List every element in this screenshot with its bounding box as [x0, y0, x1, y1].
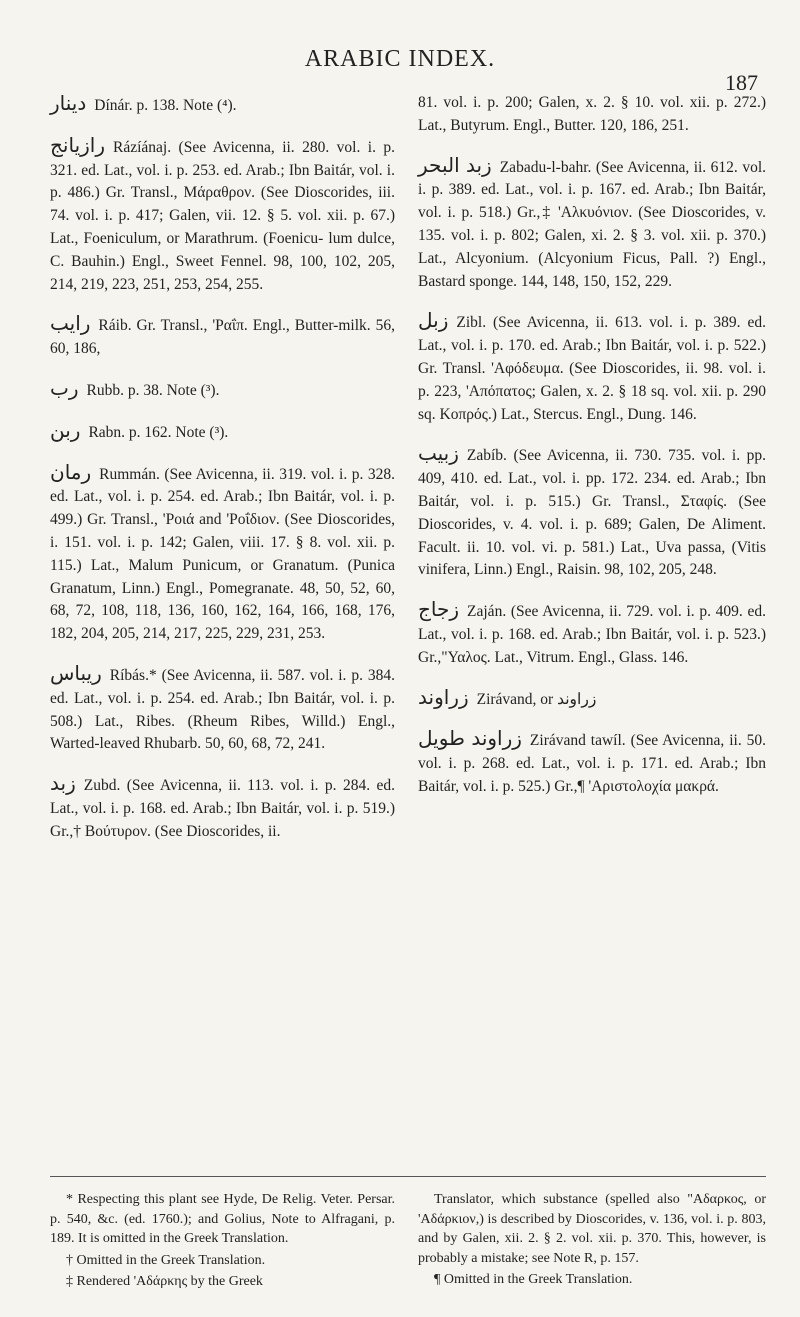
right-column	[418, 92, 766, 815]
footnote-rule	[50, 1176, 766, 1177]
index-entry	[418, 727, 766, 798]
arabic-headword: زبل	[418, 308, 449, 333]
arabic-headword: رايب	[50, 311, 91, 336]
footnote: ¶ Omitted in the Greek Translation.	[434, 1272, 633, 1287]
page-header	[0, 0, 800, 95]
footnotes-left	[50, 1190, 395, 1294]
entry-text: Zirávand tawíl. (See Avicenna, ii. 50. vol. i. p. 268. ed. Lat., vol. i. p. 171. ed. Arab.; Ibn Baitár, vol. i. p. 525.) Gr.,¶ 'Αριστολοχία μακρά.	[418, 732, 766, 795]
entry-text: Zibl. (See Avicenna, ii. 613. vol. i. p. 389. ed. Lat., vol. i. p. 170. ed. Arab.; Ibn Baitár, vol. i. p. 522.) Gr. Transl. 'Αφόδευμα. (See Dioscorides, ii. 98. vol. i. p. 223, 'Απόπατος; Galen, x. 2. § 18 sq. vol. xii. p. 290 sq. Κοπρός.) Lat., Stercus. Engl., Dung. 146.	[418, 314, 766, 423]
entry-text: Ráib. Gr. Transl., 'Ραΐπ. Engl., Butter-milk. 56, 60, 186,	[50, 317, 395, 358]
index-entry	[50, 377, 395, 403]
index-entry	[50, 419, 395, 445]
entry-text: Rabn. p. 162. Note (³).	[88, 423, 229, 441]
entry-text: Zabíb. (See Avicenna, ii. 730. 735. vol. i. pp. 409, 410. ed. Lat., vol. i. pp. 172. 234. ed. Arab.; Ibn Baitár, vol. i. p. 515.) Gr. Transl., Σταφίς. (See Dioscorides, v. 4. vol. i. p. 689; Galen, De Aliment. Facult. ii. 10. vol. vi. p. 581.) Lat., Uva passa, (Vitis vinifera, Linn.) Engl., Raisin. 98, 102, 205, 248.	[418, 447, 766, 579]
index-entry	[50, 134, 395, 297]
entry-text: Rubb. p. 38. Note (³).	[86, 381, 220, 399]
arabic-headword: رب	[50, 375, 79, 400]
index-entry	[50, 461, 395, 646]
arabic-headword: ريباس	[50, 660, 102, 685]
arabic-headword: ربن	[50, 417, 81, 442]
arabic-headword: رازيانج	[50, 132, 106, 157]
page-title: ARABIC INDEX.	[304, 46, 496, 72]
entry-text: Zabadu-l-bahr. (See Avicenna, ii. 612. vol. i. p. 389. ed. Lat., vol. i. p. 167. ed. Arab.; Ibn Baitár, vol. i. p. 518.) Gr.,‡ 'Αλκυόνιον. (See Dioscorides, v. 135. vol. i. p. 802; Galen, xi. 2. § 3. vol. xii. p. 370.) Lat., Alcyonium. (Alcyonium Ficus, Pall. ?) Engl., Bastard sponge. 144, 148, 150, 152, 229.	[418, 158, 766, 290]
arabic-headword: رمان	[50, 459, 92, 484]
index-entry	[418, 686, 766, 712]
index-entry	[418, 598, 766, 669]
index-entry	[50, 772, 395, 843]
arabic-headword: زراوند	[418, 684, 469, 709]
entry-text: Rázíánaj. (See Avicenna, ii. 280. vol. i. p. 321. ed. Lat., vol. i. p. 253. ed. Arab.; Ibn Baitár, vol. i. p. 486.) Gr. Transl., Μάραθρον. (See Dioscorides, iii. 74. vol. i. p. 417; Galen, vii. 12. § 5. vol. xii. p. 67.) Lat., Foeniculum, or Marathrum. (Foenicu- lum dulce, C. Bauhin.) Engl., Sweet Fennel. 98, 100, 102, 205, 214, 219, 223, 251, 253, 254, 255.	[50, 138, 395, 293]
arabic-headword: زجاج	[418, 597, 460, 622]
entry-text: Rummán. (See Avicenna, ii. 319. vol. i. p. 328. ed. Lat., vol. i. p. 254. ed. Arab.; Ibn Baitár, vol. i. p. 499.) Gr. Transl., 'Ροιά and 'Ροΐδιον. (See Dioscorides, i. 151. vol. i. p. 142; Galen, viii. 17. § 8. vol. xii. p. 115.) Lat., Malum Punicum, or Granatum. (Punica Granatum, Linn.) Engl., Pomegranate. 48, 50, 52, 60, 68, 72, 108, 118, 136, 160, 162, 164, 166, 168, 176, 182, 204, 205, 214, 217, 225, 229, 231, 253.	[50, 465, 395, 643]
index-entry	[418, 309, 766, 426]
index-entry	[418, 92, 766, 138]
page-number: 187	[725, 70, 758, 95]
index-entry	[418, 442, 766, 582]
entry-text: Ríbás.* (See Avicenna, ii. 587. vol. i. p. 384. ed. Lat., vol. i. p. 254. ed. Arab.; Ibn Baitár, vol. i. p. 508.) Lat., Ribes. (Rheum Ribes, Willd.) Engl., Warted-leaved Rhubarb. 50, 60, 68, 72, 241.	[50, 666, 395, 753]
footnote: † Omitted in the Greek Translation.	[66, 1252, 266, 1268]
footnote: * Respecting this plant see Hyde, De Relig. Veter. Persar. p. 540, &c. (ed. 1760.); and Golius, Note to Alfragani, p. 189. It is omitted in the Greek Translation.	[50, 1192, 395, 1246]
entry-text: Dínár. p. 138. Note (⁴).	[94, 97, 237, 114]
arabic-headword: زبد البحر	[418, 152, 492, 177]
index-entry	[50, 92, 395, 118]
arabic-headword: دينار	[50, 91, 87, 115]
left-column	[50, 92, 395, 860]
footnote: Translator, which substance (spelled also "Αδαρκος, or 'Αδάρκιον,) is described by Dioscorides, v. 136, vol. i. p. 803, and by Galen, xii. 2. § 2. vol. xii. p. 370. This, however, is probably a mistake; see Note R, p. 157.	[418, 1192, 766, 1266]
entry-text: Zirávand, or زراوند	[476, 690, 597, 708]
index-entry	[50, 312, 395, 361]
arabic-headword: زراوند طويل	[418, 726, 522, 751]
footnote: ‡ Rendered 'Αδάρκης by the Greek	[66, 1274, 263, 1289]
index-entry	[418, 154, 766, 294]
footnotes-right	[418, 1190, 766, 1292]
index-entry	[50, 662, 395, 756]
entry-text: 81. vol. i. p. 200; Galen, x. 2. § 10. vol. xii. p. 272.) Lat., Butyrum. Engl., Butter. 120, 186, 251.	[418, 94, 766, 134]
arabic-headword: زبيب	[418, 441, 459, 466]
entry-text: Zaján. (See Avicenna, ii. 729. vol. i. p. 409. ed. Lat., vol. i. p. 168. ed. Arab.; Ibn Baitár, vol. i. p. 523.) Gr.,"Υαλος. Lat., Vitrum. Engl., Glass. 146.	[418, 603, 766, 666]
arabic-headword: زبد	[50, 771, 76, 796]
entry-text: Zubd. (See Avicenna, ii. 113. vol. i. p. 284. ed. Lat., vol. i. p. 168. ed. Arab.; Ibn Baitár, vol. i. p. 519.) Gr.,† Βούτυρον. (See Dioscorides, ii.	[50, 777, 395, 840]
